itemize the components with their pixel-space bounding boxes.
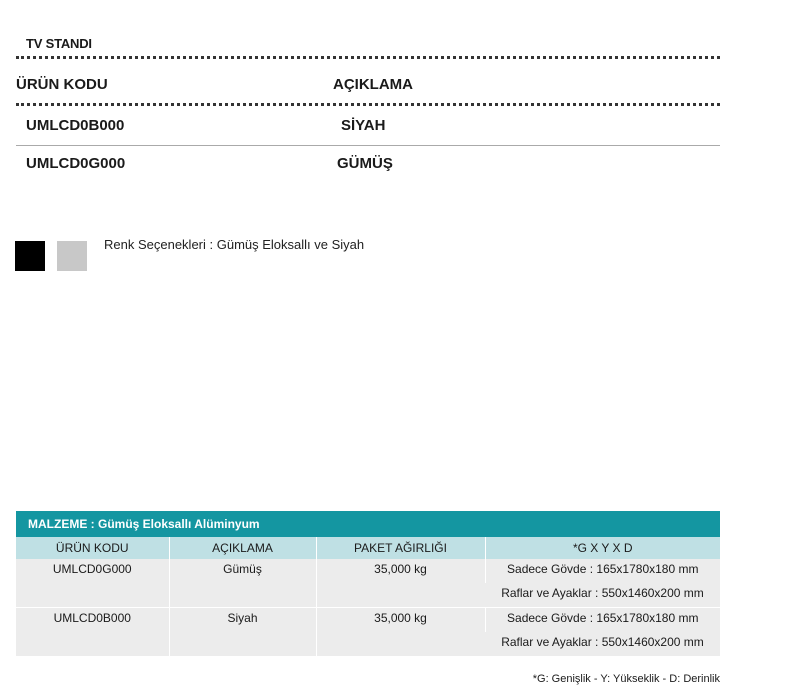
spec-grid: [16, 537, 720, 656]
product-code-cell: UMLCD0B000: [26, 117, 125, 134]
row-divider: [16, 145, 720, 146]
header-product-code: ÜRÜN KODU: [16, 76, 108, 93]
color-swatch-silver: [57, 241, 87, 271]
product-title: TV STANDI: [26, 36, 92, 51]
color-options-label: Renk Seçenekleri : Gümüş Eloksallı ve Siyah: [104, 237, 365, 252]
spec-header-weight: PAKET AĞIRLIĞI: [316, 537, 485, 559]
dimension-legend-note: *G: Genişlik - Y: Yükseklik - D: Derinlik: [532, 673, 720, 685]
spec-dimension-cell: Raflar ve Ayaklar : 550x1460x200 mm: [485, 632, 720, 656]
spec-header-description: AÇIKLAMA: [169, 537, 316, 559]
spec-header-row: [16, 537, 720, 559]
spec-table: [16, 511, 720, 656]
material-banner: MALZEME : Gümüş Eloksallı Alüminyum: [16, 511, 720, 537]
product-description-cell: GÜMÜŞ: [337, 155, 393, 172]
color-swatch-black: [15, 241, 45, 271]
spec-code-cell: UMLCD0B000: [16, 608, 169, 657]
spec-description-cell: Gümüş: [169, 559, 316, 608]
spec-dimension-cell: Sadece Gövde : 165x1780x180 mm: [485, 608, 720, 633]
spec-description-cell: Siyah: [169, 608, 316, 657]
table-row: [16, 559, 720, 583]
product-code-cell: UMLCD0G000: [26, 155, 126, 172]
spec-header-code: ÜRÜN KODU: [16, 537, 169, 559]
spec-dimension-cell: Sadece Gövde : 165x1780x180 mm: [485, 559, 720, 583]
product-description-cell: SİYAH: [341, 117, 386, 134]
table-row: [16, 608, 720, 633]
spec-weight-cell: 35,000 kg: [316, 608, 485, 657]
spec-header-dimensions: *G X Y X D: [485, 537, 720, 559]
header-description: AÇIKLAMA: [333, 76, 413, 93]
spec-weight-cell: 35,000 kg: [316, 559, 485, 608]
dotted-divider: [16, 103, 720, 106]
dotted-divider: [16, 56, 720, 59]
spec-dimension-cell: Raflar ve Ayaklar : 550x1460x200 mm: [485, 583, 720, 608]
spec-code-cell: UMLCD0G000: [16, 559, 169, 608]
